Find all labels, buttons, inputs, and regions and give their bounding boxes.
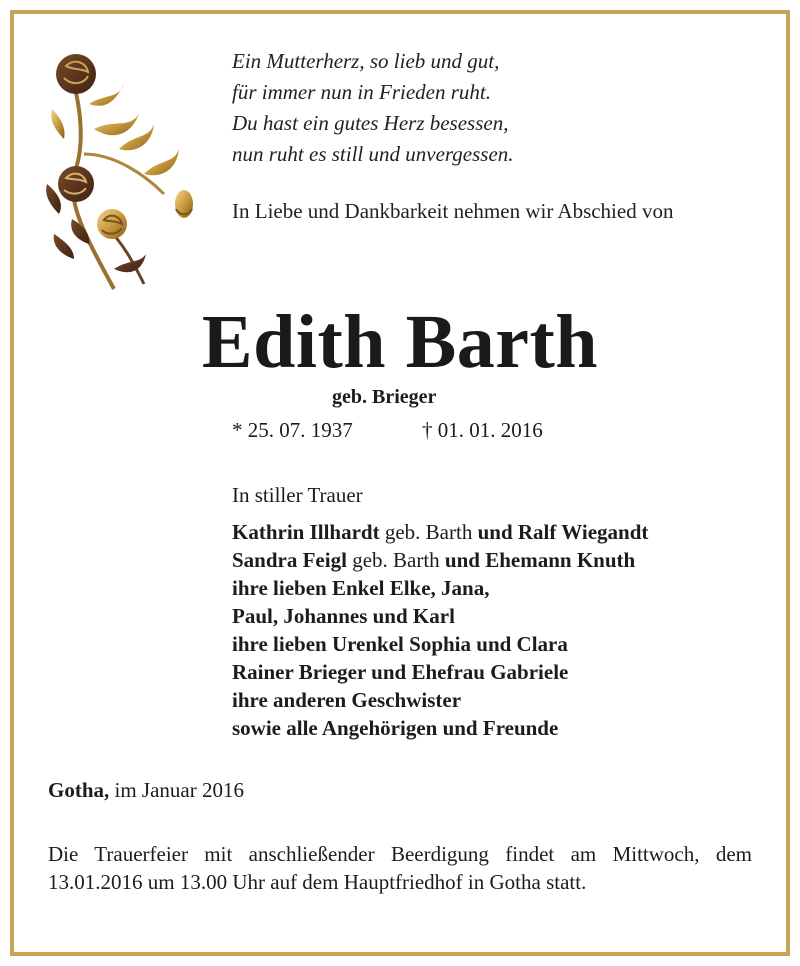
maiden-name: geb. Brieger [332,386,437,408]
farewell-intro: In Liebe und Dankbarkeit nehmen wir Abschied von [232,199,674,223]
deceased-name: Edith Barth [201,300,599,384]
list-item: sowie alle Angehörigen und Freunde [232,716,559,740]
mourners-list [232,518,648,742]
list-item: Kathrin Illhardt geb. Barth und Ralf Wiegandt [232,520,649,544]
place-date [48,778,244,803]
list-item: ihre lieben Urenkel Sophia und Clara [232,632,568,656]
list-item: ihre lieben Enkel Elke, Jana, [232,576,490,600]
mourning-label: In stiller Trauer [232,483,363,507]
poem-line: nun ruht es still und unvergessen. [232,142,514,166]
poem-line: für immer nun in Frieden ruht. [232,80,491,104]
poem-line: Ein Mutterherz, so lieb und gut, [232,49,500,73]
list-item: Sandra Feigl geb. Barth und Ehemann Knuth [232,548,636,572]
death-date: † 01. 01. 2016 [422,418,543,442]
list-item: ihre anderen Geschwister [232,688,462,712]
poem [232,46,514,170]
list-item: Rainer Brieger und Ehefrau Gabriele [232,660,569,684]
funeral-notice: Die Trauerfeier mit anschließender Beerdigung findet am Mittwoch, dem 13.01.2016 um 13.00 Uhr auf dem Hauptfriedhof in Gotha statt. [48,842,752,894]
birth-date: * 25. 07. 1937 [232,418,353,442]
poem-line: Du hast ein gutes Herz besessen, [232,111,509,135]
place-month: im Januar 2016 [109,778,244,802]
list-item: Paul, Johannes und Karl [232,604,455,628]
rose-branch-icon [44,44,204,294]
place-city: Gotha, [48,778,110,802]
